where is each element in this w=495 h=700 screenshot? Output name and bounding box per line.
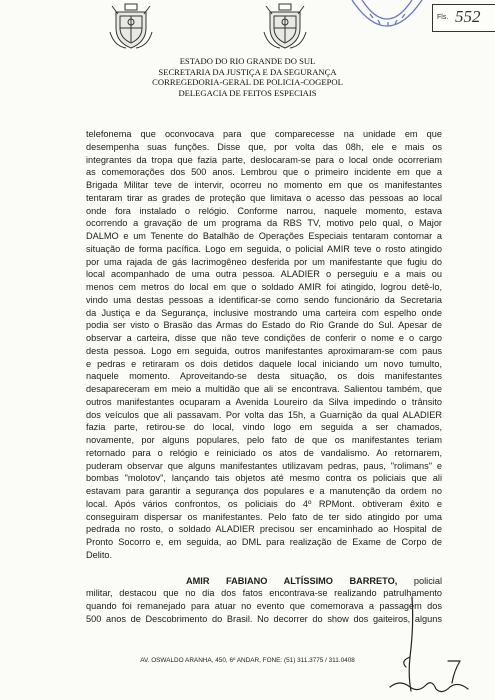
text-line: fazia parte, retirou-se do local, vindo logo em seguida a ser chamados, xyxy=(86,422,442,433)
letterhead-line: DELEGACIA DE FEITOS ESPECIAIS xyxy=(178,87,317,98)
text-line: da Justiça e da Segurança, inclusive mostrando uma carteira com espelho onde xyxy=(86,307,442,318)
text-line: desempenha suas funções. Disse que, por volta das 08h, ele e mais os xyxy=(86,141,442,152)
text-line: integrantes da tropa que fazia parte, deslocaram-se para o local onde ocorreriam xyxy=(86,154,442,165)
text-line: novamente, por alguns populares, pelo fato de que os manifestantes teriam xyxy=(86,435,442,445)
handwritten-signature-icon xyxy=(380,595,480,697)
page-number-stamp xyxy=(432,4,495,32)
text-line: ocorrendo a gravação de um programa da RBS TV, motivo pelo qual, o Major xyxy=(86,218,442,229)
text-line: DALMO e um Tenente do Batalhão de Operações Especiais tentaram contornar a xyxy=(86,231,442,241)
text-line: observar a carteira, disse que não teve condições de conferir o nome e o cargo xyxy=(86,333,442,343)
text-line: e pedras e retiraram os dois detidos daquele local iniciando um novo tumulto, xyxy=(86,358,442,369)
text-line: vindo uma destas pessoas a identificar-se como sendo funcionário da Secretaria xyxy=(86,294,442,305)
text-line: por uma rajada de gás lacrimogêneo desferida por um manifestante que fugiu do xyxy=(86,256,442,267)
coat-of-arms-left-icon xyxy=(108,2,154,50)
text-line: podia ser visto o Brasão das Armas do Estado do Rio Grande do Sul. Apesar de xyxy=(86,320,442,331)
text-line: telefonema que oconvocava para que comparecesse na unidade em que xyxy=(86,129,442,139)
text-line: retornado para o relógio e reiniciado os atos de vandalismo. Ao retornarem, xyxy=(86,447,442,458)
text-line: estavam para garantir a segurança dos populares e a manutenção da ordem no xyxy=(86,486,442,496)
official-seal-stamp-icon xyxy=(348,0,426,44)
text-line: onde fora instalado o relógio. Conforme narrou, naquele momento, estava xyxy=(86,205,442,216)
text-line: pedrada no rosto, o soldado ALADIER precisou ser encaminhado ao Hospital de xyxy=(86,524,442,535)
text-line-lead xyxy=(86,575,442,588)
text-line: Delito. xyxy=(86,549,113,560)
text-line: naquele momento. Aproveitando-se desta situação, os dois manifestantes xyxy=(86,371,442,382)
letterhead xyxy=(0,56,495,98)
coat-of-arms-right-icon xyxy=(262,2,308,50)
paragraph-1 xyxy=(86,128,442,562)
text-line: as comemorações dos 500 anos. Lembrou que o primeiro incidente em que a xyxy=(86,167,442,178)
text-line: quando foi remanejado para atuar no evento que comemorava a passagem dos xyxy=(86,601,442,611)
text-line: Brigada Militar teve de intervir, ocorreu no momento em que os manifestantes xyxy=(86,180,442,190)
text-line: local. Após vários confrontos, os policiais do 4º RPMont. obtiveram êxito e xyxy=(86,498,442,509)
text-line: desapareceram em meio a multidão que ali se encontrava. Salientou também, que xyxy=(86,384,442,394)
letterhead-line: SECRETARIA DA JUSTIÇA E DA SEGURANÇA xyxy=(158,66,337,77)
letterhead-line: ESTADO DO RIO GRANDE DO SUL xyxy=(179,56,316,66)
text-line: tentaram tirar as grades de proteção que limitava o acesso das pessoas ao local xyxy=(86,192,442,203)
text-line: militar, destacou que no dia dos fatos encontrava-se realizando patrulhamento xyxy=(86,588,442,599)
text-line: conseguiram dispersar os manifestantes. Pelo fato de ter sido atingido por uma xyxy=(86,511,442,522)
text-line: puderam observar que alguns manifestantes utilizavam pedras, paus, "rolimans" e xyxy=(86,460,442,471)
page-stamp-label: Fls. xyxy=(437,14,449,21)
letterhead-line: CORREGEDORIA-GERAL DE POLICIA-COGEPOL xyxy=(152,77,343,88)
text-line: 500 anos de Descobrimento do Brasil. No decorrer do show dos gaiteiros, alguns xyxy=(86,613,442,624)
page-stamp-number: 552 xyxy=(455,7,481,26)
footer-address: AV. OSWALDO ARANHA, 450, 6º ANDAR, FONE: (51) 311.3775 / 311.0408 xyxy=(140,657,355,664)
text-line: dos veículos que ali passavam. Por volta das 15h, a Guarnição da qual ALADIER xyxy=(86,409,442,420)
text-line: menos cem metros do local em que o soldado AMIR foi atingido, logrou detê-lo, xyxy=(86,282,442,292)
text-line: situação de forma pacífica. Logo em seguida, o policial AMIR teve o rosto atingido xyxy=(86,243,442,254)
witness-name: AMIR FABIANO ALTÍSSIMO BARRETO, xyxy=(186,575,398,586)
document-body xyxy=(86,128,442,626)
text-line: desta pessoa. Logo em seguida, outros manifestantes aproximaram-se com paus xyxy=(86,345,442,356)
text-line: outros manifestantes ocuparam a Avenida Loureiro da Silva impedindo o trânsito xyxy=(86,396,442,407)
text-line: bombas "molotov", lançando tais objetos até mesmo contra os policiais que ali xyxy=(86,473,442,484)
text-line: Pronto Socorro e, em seguida, ao DML para realização de Exame de Corpo de xyxy=(86,537,442,547)
text-fragment: policial xyxy=(397,575,442,586)
text-line: local acompanhado de uma outra pessoa. ALADIER o perseguiu e a mais ou xyxy=(86,269,442,280)
